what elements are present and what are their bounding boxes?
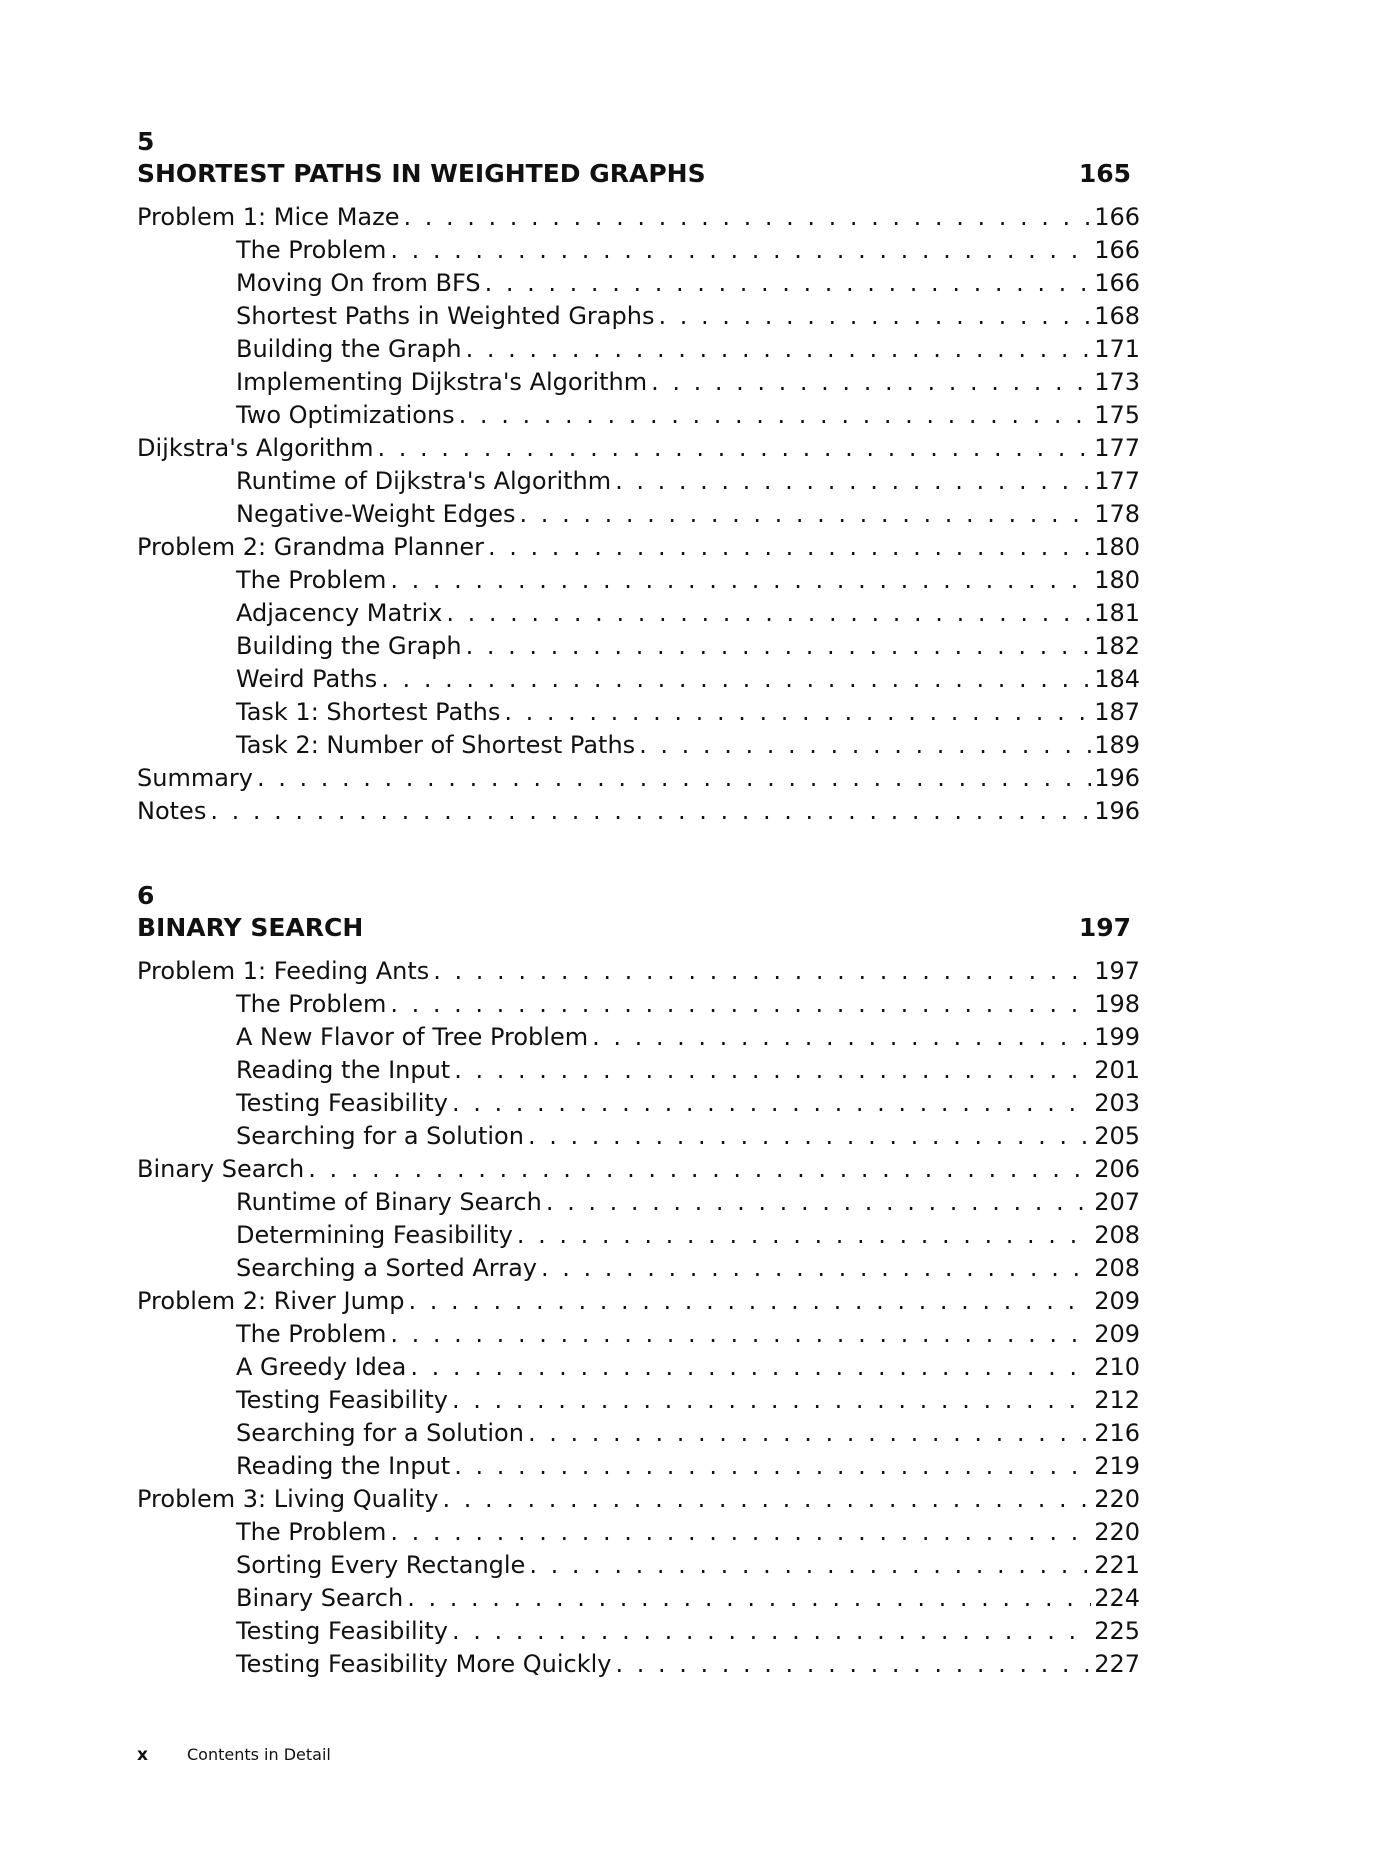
- dot-leader: [381, 663, 1091, 696]
- toc-entry[interactable]: [137, 988, 1140, 1021]
- toc-entry-page-number: 216: [1094, 1419, 1140, 1447]
- toc-entry-title: Adjacency Matrix: [236, 599, 443, 627]
- toc-entry-page-number: 220: [1094, 1518, 1140, 1546]
- dot-leader: [639, 729, 1091, 762]
- toc-entry-title: Reading the Input: [236, 1452, 451, 1480]
- toc-entry[interactable]: [137, 795, 1140, 828]
- dot-leader: [541, 1252, 1091, 1285]
- toc-entry[interactable]: [137, 1186, 1140, 1219]
- toc-entry[interactable]: [137, 1450, 1140, 1483]
- toc-entry[interactable]: [137, 1351, 1140, 1384]
- toc-entry-page-number: 206: [1094, 1155, 1140, 1183]
- dot-leader: [520, 498, 1092, 531]
- dot-leader: [615, 1648, 1091, 1681]
- dot-leader: [452, 1615, 1091, 1648]
- chapter-title: SHORTEST PATHS IN WEIGHTED GRAPHS: [137, 159, 706, 188]
- toc-entry[interactable]: [137, 1120, 1140, 1153]
- dot-leader: [546, 1186, 1091, 1219]
- toc-entry[interactable]: [137, 1417, 1140, 1450]
- toc-entry-page-number: 168: [1094, 302, 1140, 330]
- toc-entry[interactable]: [137, 1087, 1140, 1120]
- toc-entry[interactable]: [137, 1021, 1140, 1054]
- dot-leader: [528, 1417, 1091, 1450]
- toc-entry-page-number: 209: [1094, 1287, 1140, 1315]
- toc-entry-page-number: 221: [1094, 1551, 1140, 1579]
- dot-leader: [466, 333, 1092, 366]
- toc-entry-title: The Problem: [236, 1320, 387, 1348]
- toc-entry-title: The Problem: [236, 990, 387, 1018]
- toc-entry[interactable]: [137, 399, 1140, 432]
- toc-entry-title: Runtime of Binary Search: [236, 1188, 542, 1216]
- dot-leader: [454, 1450, 1091, 1483]
- dot-leader: [504, 696, 1091, 729]
- dot-leader: [403, 201, 1091, 234]
- toc-entry[interactable]: [137, 1648, 1140, 1681]
- toc-entry-title: A Greedy Idea: [236, 1353, 407, 1381]
- toc-entry-title: Testing Feasibility More Quickly: [236, 1650, 612, 1678]
- toc-entry-title: Problem 1: Mice Maze: [137, 203, 400, 231]
- toc-entry-title: Binary Search: [236, 1584, 404, 1612]
- toc-entry-page-number: 227: [1094, 1650, 1140, 1678]
- toc-entry-page-number: 182: [1094, 632, 1140, 660]
- toc-entry[interactable]: [137, 201, 1140, 234]
- toc-entry[interactable]: [137, 762, 1140, 795]
- dot-leader: [459, 399, 1092, 432]
- toc-entry-title: Task 1: Shortest Paths: [236, 698, 501, 726]
- toc-entry-page-number: 209: [1094, 1320, 1140, 1348]
- toc-entry-page-number: 225: [1094, 1617, 1140, 1645]
- dot-leader: [442, 1483, 1091, 1516]
- chapter-page-number: 197: [1078, 913, 1131, 942]
- toc-entry-page-number: 198: [1094, 990, 1140, 1018]
- toc-entry-title: Shortest Paths in Weighted Graphs: [236, 302, 655, 330]
- toc-entry[interactable]: [137, 432, 1140, 465]
- toc-entry-page-number: 175: [1094, 401, 1140, 429]
- chapter-heading: [137, 157, 1140, 191]
- toc-entry[interactable]: [137, 1219, 1140, 1252]
- toc-entry-page-number: 187: [1094, 698, 1140, 726]
- toc-entry-page-number: 208: [1094, 1254, 1140, 1282]
- toc-entry-title: Searching for a Solution: [236, 1122, 524, 1150]
- toc-entry[interactable]: [137, 465, 1140, 498]
- footer-page-number: x: [137, 1745, 148, 1765]
- toc-entry-title: Problem 1: Feeding Ants: [137, 957, 430, 985]
- toc-entry[interactable]: [137, 1285, 1140, 1318]
- toc-entry[interactable]: [137, 1582, 1140, 1615]
- toc-entry-title: Searching a Sorted Array: [236, 1254, 537, 1282]
- toc-entry[interactable]: [137, 333, 1140, 366]
- toc-entry-page-number: 201: [1094, 1056, 1140, 1084]
- toc-entry-title: Notes: [137, 797, 207, 825]
- toc-entry-page-number: 173: [1094, 368, 1140, 396]
- dot-leader: [377, 432, 1091, 465]
- dot-leader: [658, 300, 1091, 333]
- toc-list: [137, 955, 1140, 1681]
- toc-entry[interactable]: [137, 1054, 1140, 1087]
- toc-entry-title: Binary Search: [137, 1155, 305, 1183]
- dot-leader: [466, 630, 1092, 663]
- toc-entry-page-number: 181: [1094, 599, 1140, 627]
- dot-leader: [452, 1087, 1091, 1120]
- toc-entry-title: Moving On from BFS: [236, 269, 481, 297]
- page-footer: [137, 1745, 331, 1765]
- toc-entry[interactable]: [137, 234, 1140, 267]
- dot-leader: [433, 955, 1091, 988]
- chapter-heading: [137, 911, 1140, 945]
- toc-entry-title: Sorting Every Rectangle: [236, 1551, 526, 1579]
- toc-entry[interactable]: [137, 1549, 1140, 1582]
- toc-entry[interactable]: [137, 498, 1140, 531]
- toc-entry[interactable]: [137, 267, 1140, 300]
- toc-entry-title: Building the Graph: [236, 632, 462, 660]
- toc-entry[interactable]: [137, 564, 1140, 597]
- toc-entry[interactable]: [137, 1318, 1140, 1351]
- dot-leader: [454, 1054, 1091, 1087]
- toc-entry[interactable]: [137, 1153, 1140, 1186]
- dot-leader: [210, 795, 1091, 828]
- toc-entry-title: Reading the Input: [236, 1056, 451, 1084]
- toc-entry[interactable]: [137, 1252, 1140, 1285]
- chapter-number: 5: [137, 127, 155, 156]
- toc-entry-page-number: 208: [1094, 1221, 1140, 1249]
- toc-entry-page-number: 196: [1094, 764, 1140, 792]
- toc-entry-page-number: 205: [1094, 1122, 1140, 1150]
- toc-entry[interactable]: [137, 597, 1140, 630]
- toc-entry-page-number: 180: [1094, 566, 1140, 594]
- toc-entry-title: Problem 2: River Jump: [137, 1287, 405, 1315]
- toc-entry-page-number: 180: [1094, 533, 1140, 561]
- toc-entry-page-number: 207: [1094, 1188, 1140, 1216]
- toc-entry-page-number: 212: [1094, 1386, 1140, 1414]
- toc-entry-page-number: 166: [1094, 269, 1140, 297]
- toc-entry-title: Negative-Weight Edges: [236, 500, 516, 528]
- toc-entry-page-number: 203: [1094, 1089, 1140, 1117]
- toc-entry[interactable]: [137, 630, 1140, 663]
- dot-leader: [390, 1318, 1091, 1351]
- dot-leader: [308, 1153, 1091, 1186]
- toc-entry[interactable]: [137, 1516, 1140, 1549]
- toc-entry-title: Testing Feasibility: [236, 1386, 448, 1414]
- toc-entry-title: Building the Graph: [236, 335, 462, 363]
- toc-entry-page-number: 166: [1094, 203, 1140, 231]
- dot-leader: [528, 1120, 1091, 1153]
- dot-leader: [407, 1582, 1091, 1615]
- toc-entry-page-number: 184: [1094, 665, 1140, 693]
- toc-entry-page-number: 189: [1094, 731, 1140, 759]
- chapter-5-section: [137, 126, 1140, 828]
- toc-entry[interactable]: [137, 1483, 1140, 1516]
- toc-entry-title: Problem 2: Grandma Planner: [137, 533, 484, 561]
- toc-entry[interactable]: [137, 955, 1140, 988]
- toc-entry-page-number: 199: [1094, 1023, 1140, 1051]
- toc-entry-page-number: 219: [1094, 1452, 1140, 1480]
- toc-entry-title: Determining Feasibility: [236, 1221, 513, 1249]
- dot-leader: [488, 531, 1091, 564]
- footer-label: Contents in Detail: [187, 1745, 331, 1764]
- dot-leader: [390, 988, 1091, 1021]
- toc-entry-page-number: 171: [1094, 335, 1140, 363]
- toc-entry-title: The Problem: [236, 236, 387, 264]
- toc-entry[interactable]: [137, 531, 1140, 564]
- toc-entry-page-number: 177: [1094, 434, 1140, 462]
- toc-entry[interactable]: [137, 696, 1140, 729]
- toc-entry-title: Problem 3: Living Quality: [137, 1485, 439, 1513]
- dot-leader: [592, 1021, 1091, 1054]
- toc-entry-title: Testing Feasibility: [236, 1617, 448, 1645]
- toc-entry-title: The Problem: [236, 566, 387, 594]
- toc-entry-title: Runtime of Dijkstra's Algorithm: [236, 467, 612, 495]
- dot-leader: [390, 234, 1091, 267]
- dot-leader: [485, 267, 1092, 300]
- toc-entry-page-number: 224: [1094, 1584, 1140, 1612]
- toc-entry[interactable]: [137, 1384, 1140, 1417]
- toc-entry[interactable]: [137, 729, 1140, 762]
- toc-entry[interactable]: [137, 366, 1140, 399]
- dot-leader: [446, 597, 1091, 630]
- dot-leader: [257, 762, 1091, 795]
- dot-leader: [452, 1384, 1091, 1417]
- toc-entry-page-number: 196: [1094, 797, 1140, 825]
- toc-entry-title: Task 2: Number of Shortest Paths: [236, 731, 636, 759]
- toc-entry-page-number: 177: [1094, 467, 1140, 495]
- dot-leader: [390, 1516, 1091, 1549]
- dot-leader: [529, 1549, 1091, 1582]
- toc-entry-title: Weird Paths: [236, 665, 378, 693]
- chapter-number: 6: [137, 881, 155, 910]
- dot-leader: [517, 1219, 1091, 1252]
- dot-leader: [615, 465, 1091, 498]
- toc-entry[interactable]: [137, 300, 1140, 333]
- toc-entry-page-number: 220: [1094, 1485, 1140, 1513]
- toc-entry[interactable]: [137, 1615, 1140, 1648]
- toc-entry-title: Implementing Dijkstra's Algorithm: [236, 368, 648, 396]
- toc-entry-title: Two Optimizations: [236, 401, 455, 429]
- toc-entry-title: The Problem: [236, 1518, 387, 1546]
- dot-leader: [651, 366, 1091, 399]
- toc-entry-page-number: 166: [1094, 236, 1140, 264]
- dot-leader: [408, 1285, 1091, 1318]
- dot-leader: [390, 564, 1091, 597]
- chapter-6-section: [137, 880, 1140, 1681]
- toc-list: [137, 201, 1140, 828]
- toc-entry-title: Testing Feasibility: [236, 1089, 448, 1117]
- toc-entry-title: Summary: [137, 764, 253, 792]
- toc-entry-page-number: 178: [1094, 500, 1140, 528]
- toc-entry-title: A New Flavor of Tree Problem: [236, 1023, 589, 1051]
- toc-entry[interactable]: [137, 663, 1140, 696]
- toc-entry-title: Searching for a Solution: [236, 1419, 524, 1447]
- toc-entry-title: Dijkstra's Algorithm: [137, 434, 374, 462]
- toc-entry-page-number: 197: [1094, 957, 1140, 985]
- dot-leader: [410, 1351, 1091, 1384]
- chapter-page-number: 165: [1078, 159, 1131, 188]
- toc-entry-page-number: 210: [1094, 1353, 1140, 1381]
- chapter-title: BINARY SEARCH: [137, 913, 364, 942]
